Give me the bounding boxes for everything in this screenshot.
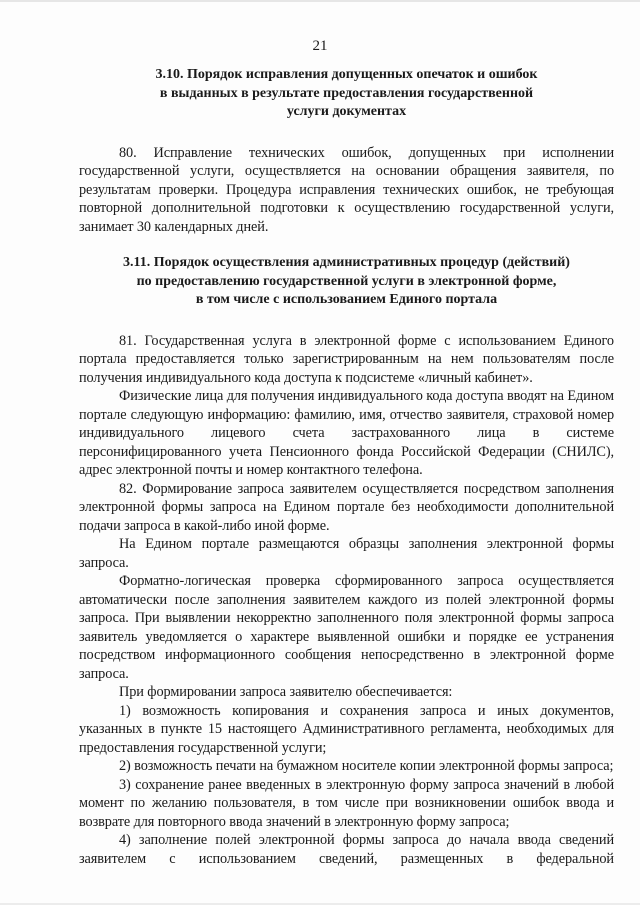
paragraph-81: 81. Государственная услуга в электронной форме с использованием Единого портала предоставляется только зарегистрированным на нем пользователям после получения индивидуального кода доступа к подсистеме «личный кабинет». [79, 332, 614, 386]
heading-line: 3.11. Порядок осуществления административных процедур (действий) [123, 255, 570, 270]
list-item-4: 4) заполнение полей электронной формы запроса до начала ввода сведений заявителем с использованием сведений, размещенных в федеральной [79, 832, 614, 867]
paragraph-80: 80. Исправление технических ошибок, допущенных при исполнении государственной услуги, осуществляется на основании обращения заявителя, по результатам проверки. Процедура исправления технических ошибок, не требующая повторной дополнительной подготовки к осуществлению государственной услуги, занимает 30 календарных дней. [79, 144, 614, 235]
list-item-3: 3) сохранение ранее введенных в электронную форму запроса значений в любой момент по желанию пользователя, в том числе при возникновении ошибок ввода и возврате для повторного ввода значений в электронную форму запроса; [79, 776, 614, 830]
list-item-2: 2) возможность печати на бумажном носителе копии электронной формы запроса; [119, 758, 614, 774]
section-3-10-heading [79, 66, 614, 122]
heading-line: в выданных в результате предоставления государственной [159, 85, 534, 101]
paragraph-form-samples: На Едином портале размещаются образцы заполнения электронной формы запроса. [79, 536, 614, 571]
section-3-11-heading [79, 254, 614, 310]
heading-line: в том числе с использованием Единого портала [195, 292, 498, 307]
page-number: 21 [312, 38, 328, 54]
list-item-1: 1) возможность копирования и сохранения запроса и иных документов, указанных в пункте 15 настоящего Административного регламента, необходимых для предоставления государственной услуги; [79, 702, 614, 756]
heading-line: 3.10. Порядок исправления допущенных опечаток и ошибок [155, 67, 538, 82]
page-top-edge [0, 0, 640, 2]
document-body [79, 66, 614, 868]
paragraph-format-check: Форматно-логическая проверка сформированного запроса осуществляется автоматически после заполнения заявителем каждого из полей электронной формы запроса. При выявлении некорректно заполненного поля электронной формы запроса заявитель уведомляется о характере выявленной ошибки и порядке ее устранения посредством информационного сообщения непосредственно в электронной форме запроса. [79, 573, 614, 682]
heading-line: по предоставлению государственной услуги в электронной форме, [136, 273, 557, 289]
paragraph-provisions-intro: При формировании запроса заявителю обеспечивается: [119, 684, 453, 700]
heading-line: услуги документах [286, 104, 407, 119]
paragraph-82: 82. Формирование запроса заявителем осуществляется посредством заполнения электронной формы запроса на Едином портале без необходимости дополнительной подачи запроса в какой-либо иной форме. [79, 480, 614, 534]
paragraph-individuals-info: Физические лица для получения индивидуального кода доступа вводят на Едином портале следующую информацию: фамилию, имя, отчество заявителя, страховой номер индивидуального лицевого счета застрахованного лица в системе персонифицированного учета Пенсионного фонда Российской Федерации (СНИЛС), адрес электронной почты и номер контактного телефона. [79, 388, 614, 478]
